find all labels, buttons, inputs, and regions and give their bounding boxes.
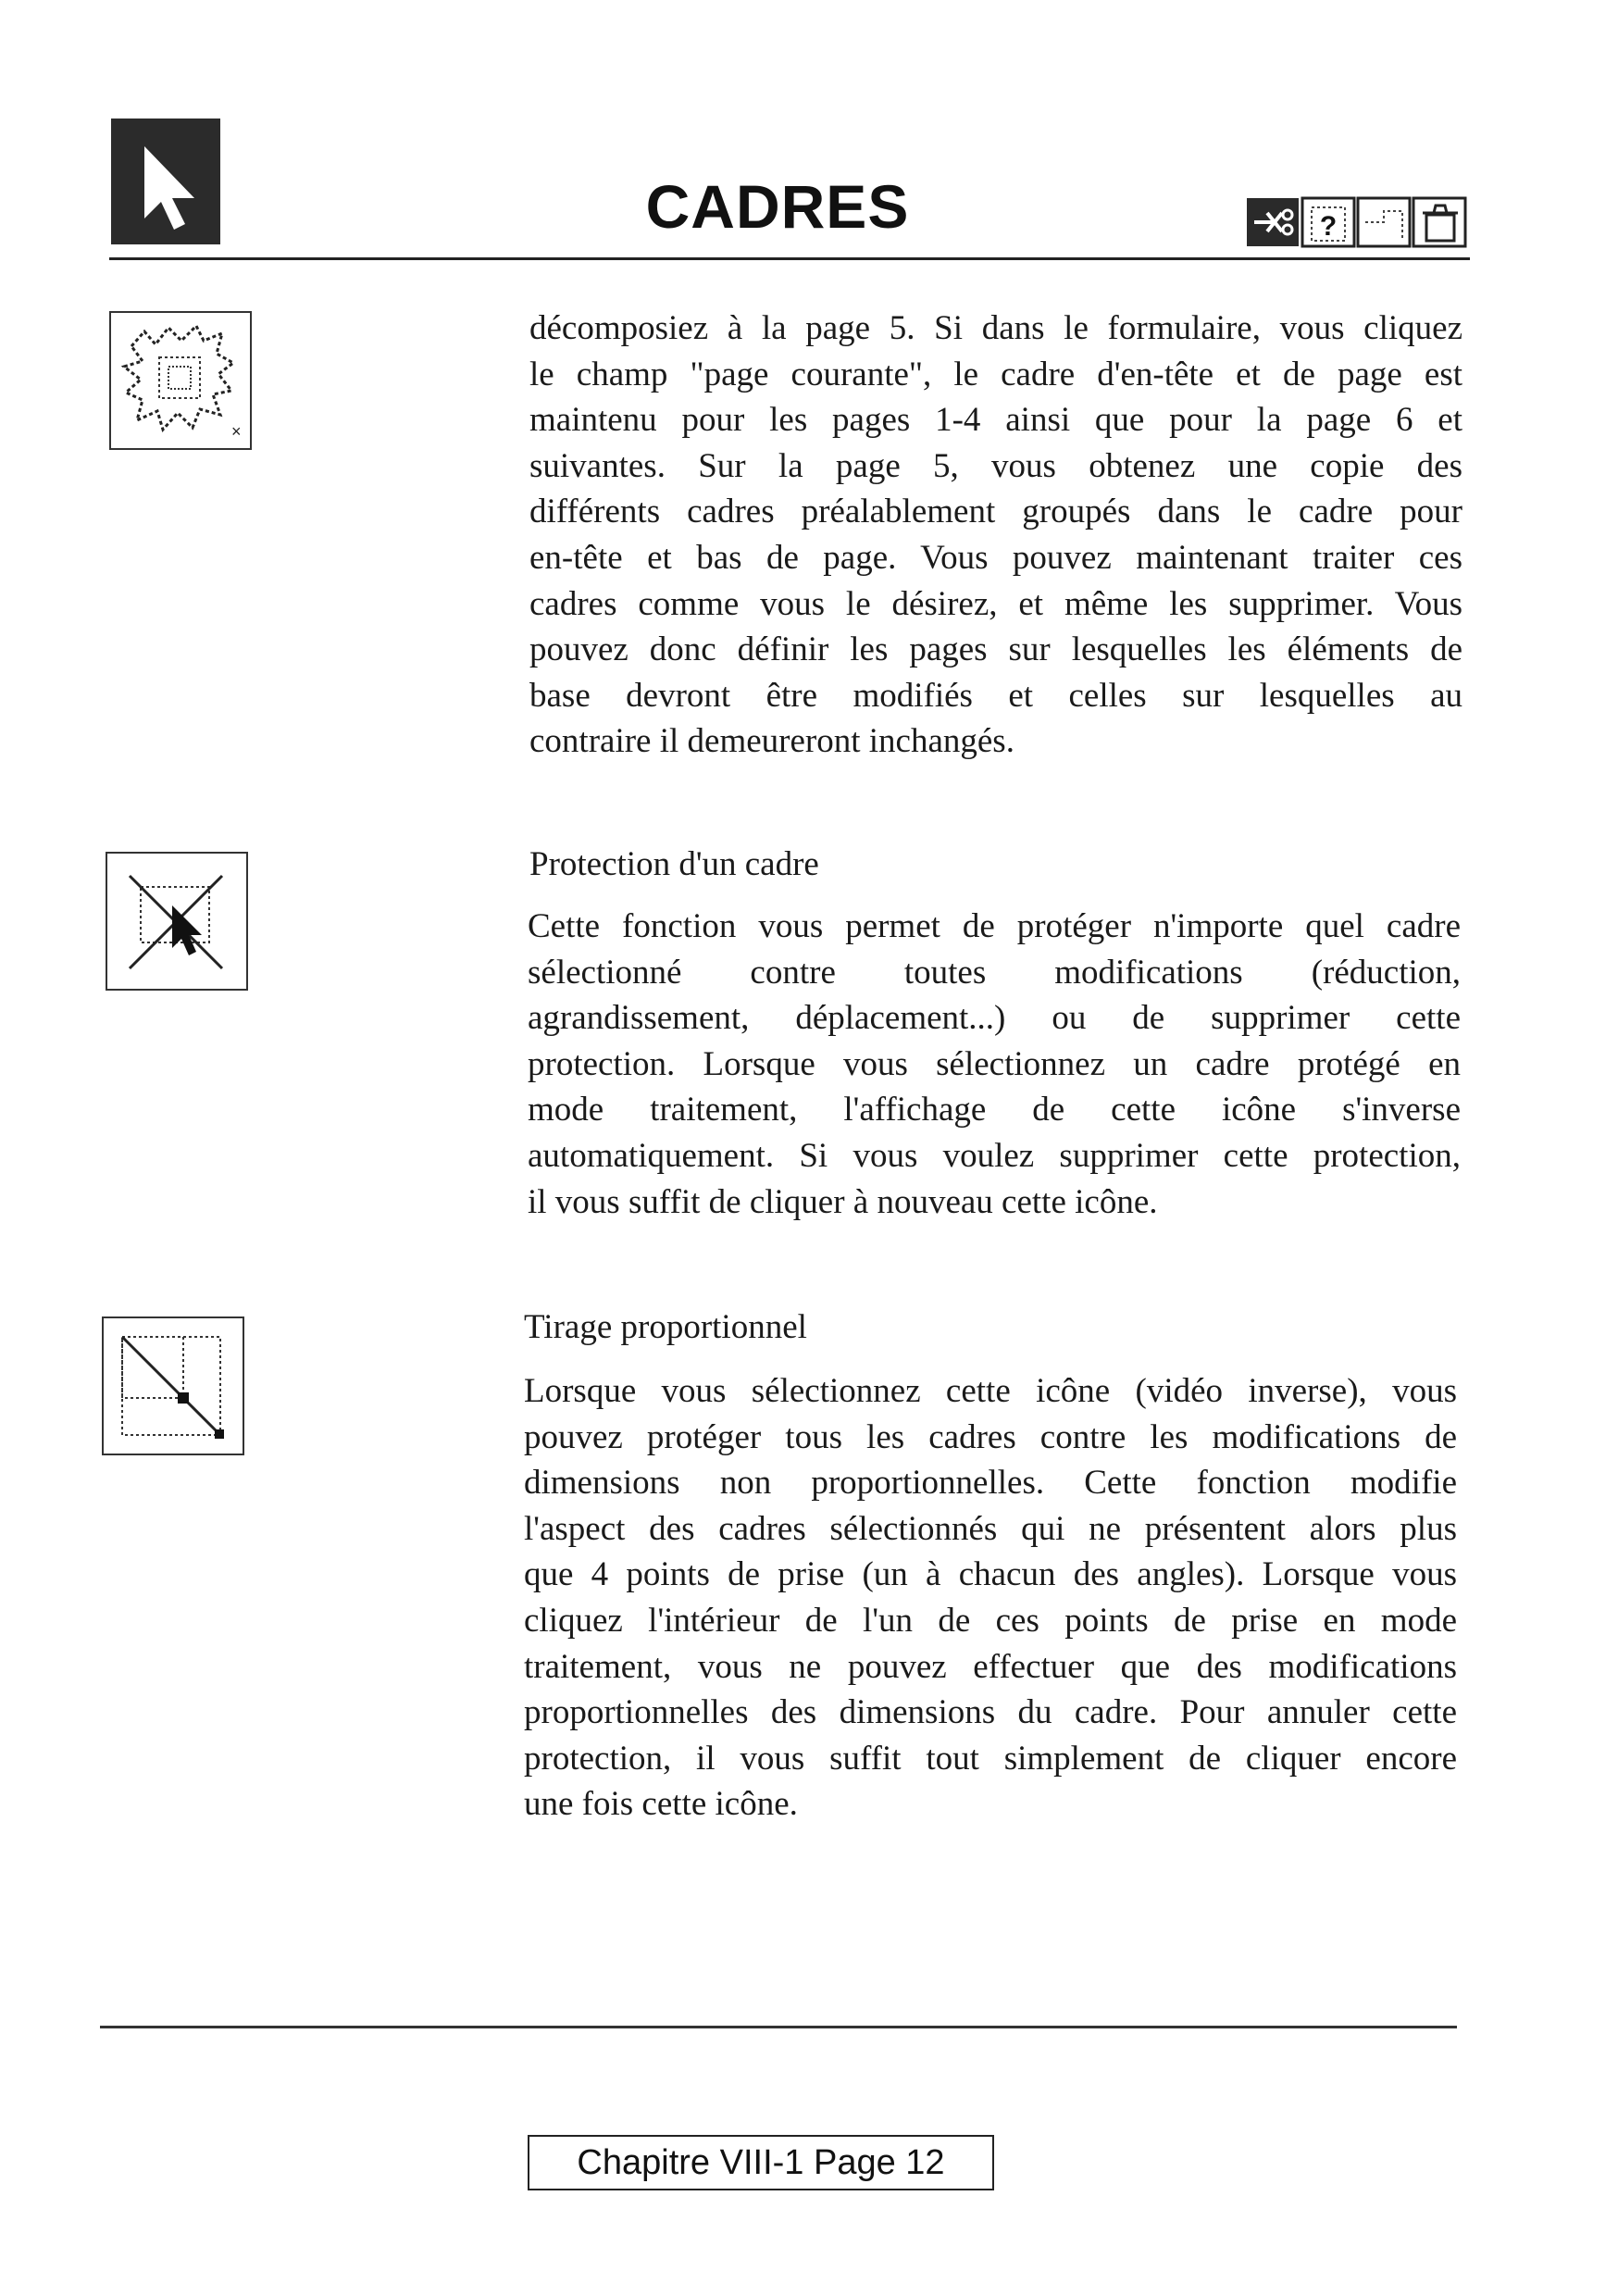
text-line: suivantes. Sur la page 5, vous obtenez une copie des	[529, 446, 1462, 485]
text-line: il vous suffit de cliquer à nouveau cette icône.	[528, 1182, 1158, 1221]
text-line: traitement, vous ne pouvez effectuer que des modifications	[524, 1647, 1457, 1686]
text-line: pouvez protéger tous les cadres contre les modifications de	[524, 1417, 1457, 1456]
section-heading-proportional: Tirage proportionnel	[524, 1308, 807, 1346]
text-line: Lorsque vous sélectionnez cette icône (vidéo inverse), vous	[524, 1372, 1457, 1410]
header-divider	[109, 257, 1470, 260]
text-line: en-tête et bas de page. Vous pouvez maintenant traiter ces	[529, 538, 1462, 577]
svg-text:×: ×	[231, 422, 242, 441]
grouped-frames-burst-icon	[109, 311, 252, 450]
text-line: automatiquement. Si vous voulez supprimer cette protection,	[528, 1136, 1461, 1175]
text-line: décomposiez à la page 5. Si dans le formulaire, vous cliquez	[529, 309, 1462, 347]
text-line: sélectionné contre toutes modifications (réduction,	[528, 953, 1461, 992]
text-line: Cette fonction vous permet de protéger n'importe quel cadre	[528, 907, 1461, 945]
text-line: une fois cette icône.	[524, 1785, 798, 1824]
text-line: agrandissement, déplacement...) ou de supprimer cette	[528, 999, 1461, 1038]
text-line: que 4 points de prise (un à chacun des angles). Lorsque vous	[524, 1555, 1457, 1594]
text-line: dimensions non proportionnelles. Cette fonction modifie	[524, 1464, 1457, 1503]
page-frame-icon	[1358, 198, 1410, 246]
text-line: cadres comme vous le désirez, et même les supprimer. Vous	[529, 584, 1462, 623]
text-line: mode traitement, l'affichage de cette icône s'inverse	[528, 1091, 1461, 1129]
toolbar-icons	[1245, 194, 1467, 250]
help-question-icon	[1302, 198, 1354, 246]
text-line: le champ "page courante", le cadre d'en-tête et de page est	[529, 355, 1462, 393]
page-title: CADRES	[645, 172, 910, 241]
trash-icon	[1413, 198, 1465, 246]
text-line: contraire il demeureront inchangés.	[529, 722, 1014, 761]
proportional-resize-icon	[102, 1316, 244, 1455]
paragraph-protection	[528, 904, 1461, 1225]
section-heading-protection: Protection d'un cadre	[529, 845, 819, 883]
page-number-label: Chapitre VIII-1 Page 12	[528, 2135, 994, 2190]
text-line: protection. Lorsque vous sélectionnez un cadre protégé en	[528, 1044, 1461, 1083]
text-line: protection, il vous suffit tout simplement de cliquer encore	[524, 1739, 1457, 1778]
paragraph-proportional	[524, 1368, 1457, 1828]
frame-protection-icon	[106, 852, 248, 991]
arrow-cursor-icon	[111, 119, 220, 244]
text-line: l'aspect des cadres sélectionnés qui ne présentent alors plus	[524, 1509, 1457, 1548]
text-line: maintenu pour les pages 1-4 ainsi que pour la page 6 et	[529, 401, 1462, 440]
paragraph-continued	[529, 306, 1462, 765]
text-line: proportionnelles des dimensions du cadre. Pour annuler cette	[524, 1693, 1457, 1732]
svg-text:?: ?	[1319, 211, 1338, 242]
scissors-icon	[1247, 198, 1299, 246]
text-line: pouvez donc définir les pages sur lesquelles les éléments de	[529, 630, 1462, 669]
footer-divider	[100, 2026, 1457, 2028]
text-line: cliquez l'intérieur de l'un de ces points de prise en mode	[524, 1601, 1457, 1640]
text-line: base devront être modifiés et celles sur lesquelles au	[529, 676, 1462, 715]
text-line: différents cadres préalablement groupés dans le cadre pour	[529, 493, 1462, 531]
